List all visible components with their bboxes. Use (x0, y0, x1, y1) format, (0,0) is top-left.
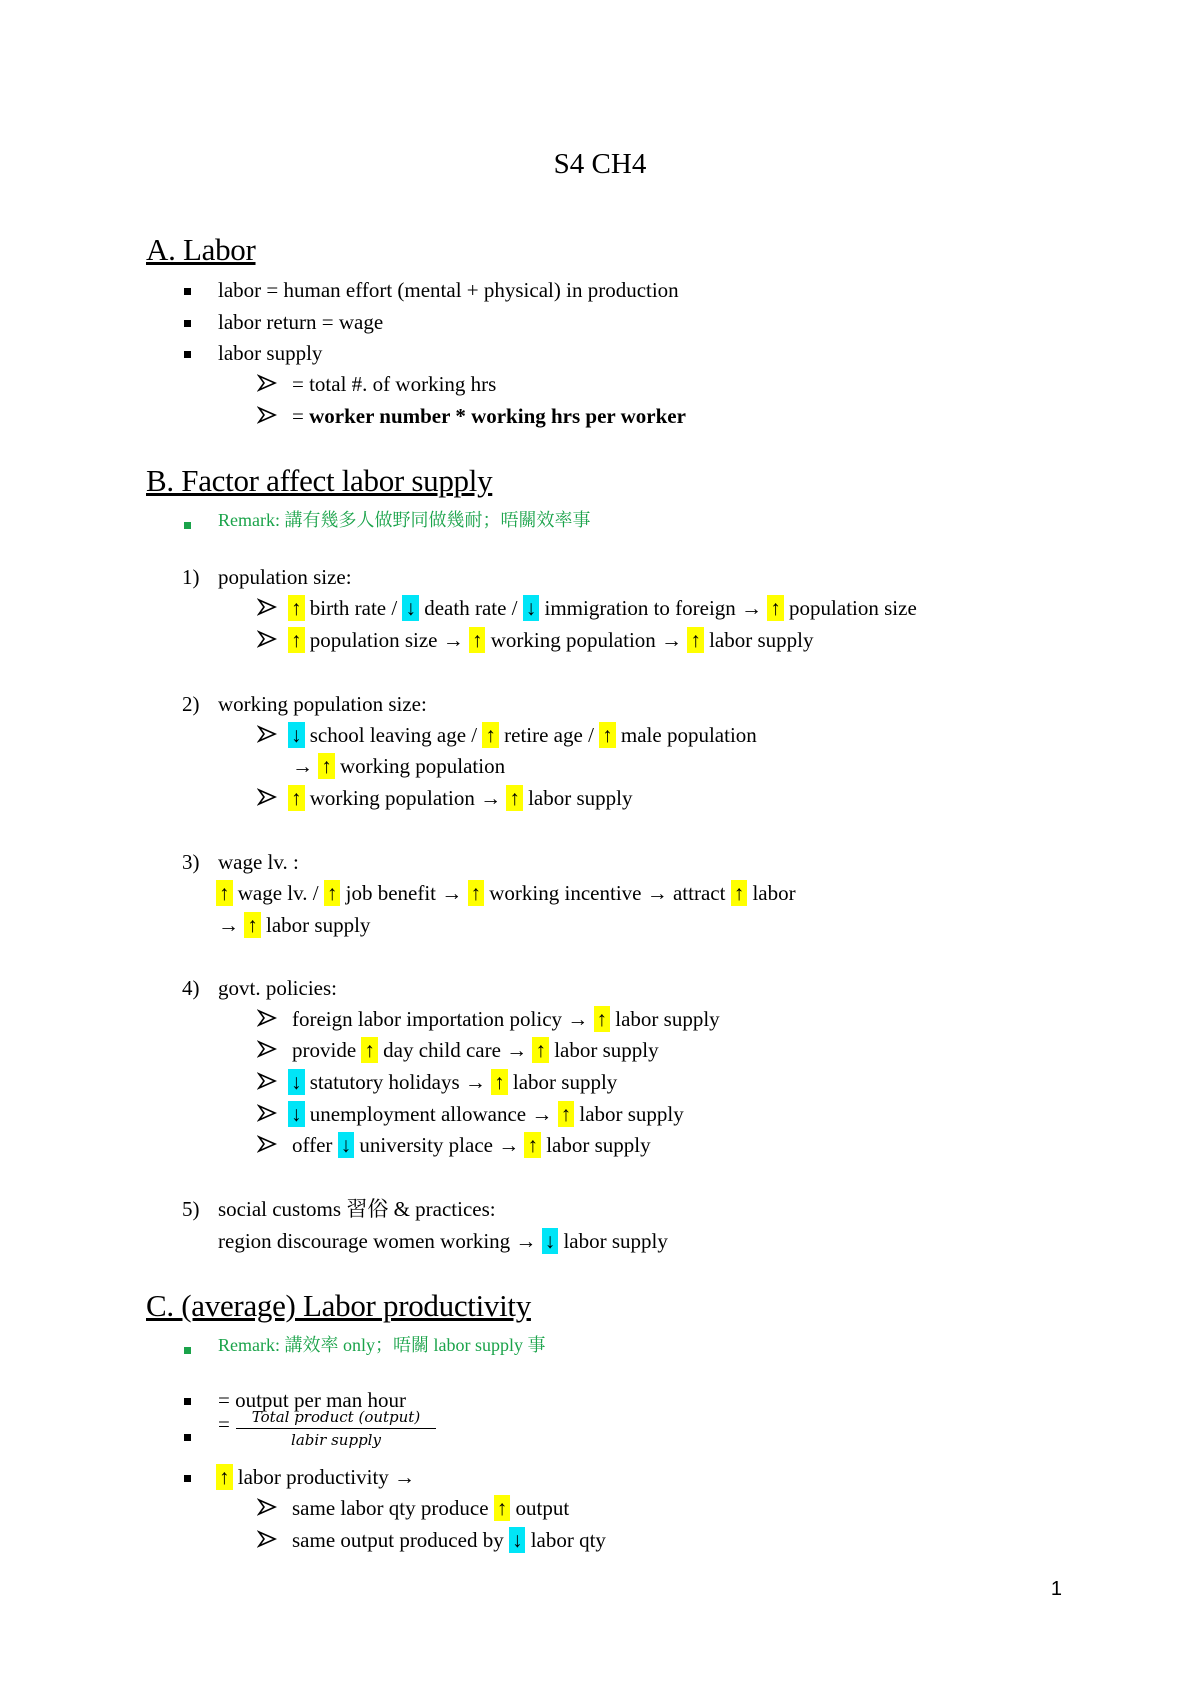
down-arrow-icon: ↓ (338, 1132, 355, 1158)
up-arrow-icon: ↑ (558, 1101, 575, 1127)
labor-supply-label: labor supply (218, 341, 323, 365)
productivity-fraction (236, 1408, 436, 1449)
productivity-definition: = output per man hour (218, 1388, 406, 1412)
arrowhead-bullet-icon (257, 1008, 277, 1028)
arrowhead-bullet-icon (257, 597, 277, 617)
document-title: S4 CH4 (553, 148, 647, 180)
down-arrow-icon: ↓ (523, 595, 540, 621)
down-arrow-icon: ↓ (542, 1228, 559, 1254)
bullet-square-icon (184, 1475, 191, 1482)
down-arrow-icon: ↓ (509, 1527, 526, 1553)
down-arrow-icon: ↓ (402, 595, 419, 621)
arrowhead-bullet-icon (257, 1071, 277, 1091)
population-line-1: ↑ birth rate / ↓ death rate / ↓ immigration to foreign → ↑ population size (288, 594, 917, 622)
working-pop-line-2: ↑ working population → ↑ labor supply (288, 784, 632, 812)
formula-bold-text: worker number * working hrs per worker (309, 404, 686, 428)
section-a-heading: A. Labor (146, 232, 256, 267)
down-arrow-icon: ↓ (288, 1101, 305, 1127)
labor-supply-formula-1: = total #. of working hrs (292, 372, 497, 396)
item-title: govt. policies: (218, 976, 337, 1000)
arrowhead-bullet-icon (257, 724, 277, 744)
up-arrow-icon: ↑ (324, 880, 341, 906)
up-arrow-icon: ↑ (216, 1464, 233, 1490)
labor-return: labor return = wage (218, 310, 384, 334)
up-arrow-icon: ↑ (599, 722, 616, 748)
working-pop-line-1b: → ↑ working population (292, 754, 506, 778)
up-arrow-icon: ↑ (288, 627, 305, 653)
policy-line-2: provide ↑ day child care → ↑ labor supply (292, 1038, 659, 1062)
arrowhead-bullet-icon (257, 787, 277, 807)
up-arrow-icon: ↑ (524, 1132, 541, 1158)
policy-line-4: ↓ unemployment allowance → ↑ labor supply (288, 1100, 684, 1128)
item-title: working population size: (218, 692, 427, 716)
up-arrow-icon: ↑ (687, 627, 704, 653)
up-arrow-icon: ↑ (506, 785, 523, 811)
item-number: 1) (182, 565, 200, 589)
remark-text: Remark: 講效率 only；唔關 labor supply 事 (218, 1335, 546, 1355)
productivity-line-1: same labor qty produce ↑ output (292, 1496, 570, 1520)
up-arrow-icon: ↑ (469, 627, 486, 653)
bullet-square-icon (184, 288, 191, 295)
productivity-line-2: same output produced by ↓ labor qty (292, 1528, 606, 1552)
section-b-heading: B. Factor affect labor supply (146, 463, 493, 498)
labor-supply-formula-2: = worker number * working hrs per worker (292, 404, 686, 428)
item-number: 4) (182, 976, 200, 1000)
fraction-numerator: Total product (output) (236, 1408, 436, 1429)
up-arrow-icon: ↑ (482, 722, 499, 748)
population-line-2: ↑ population size → ↑ working population → ↑ labor supply (288, 626, 813, 654)
policy-line-5: offer ↓ university place → ↑ labor supply (292, 1133, 651, 1157)
bullet-square-icon (184, 1398, 191, 1405)
bullet-square-icon (184, 1347, 191, 1354)
arrowhead-bullet-icon (257, 1134, 277, 1154)
item-number: 2) (182, 692, 200, 716)
up-arrow-icon: ↑ (288, 785, 305, 811)
arrowhead-bullet-icon (257, 373, 277, 393)
arrowhead-bullet-icon (257, 1103, 277, 1123)
equals-sign: = (218, 1412, 230, 1436)
up-arrow-icon: ↑ (318, 753, 335, 779)
up-arrow-icon: ↑ (468, 880, 485, 906)
arrowhead-bullet-icon (257, 1497, 277, 1517)
customs-line-1: region discourage women working → ↓ labor supply (218, 1229, 668, 1253)
productivity-effect: ↑ labor productivity → (216, 1463, 415, 1491)
bullet-square-icon (184, 320, 191, 327)
labor-definition: labor = human effort (mental + physical) in production (218, 278, 679, 302)
fraction-denominator: labir supply (291, 1431, 381, 1449)
arrowhead-bullet-icon (257, 629, 277, 649)
up-arrow-icon: ↑ (361, 1037, 378, 1063)
item-title: population size: (218, 565, 352, 589)
up-arrow-icon: ↑ (594, 1006, 611, 1032)
page-number: 1 (1050, 1578, 1062, 1600)
arrowhead-bullet-icon (257, 1529, 277, 1549)
wage-line-1: ↑ wage lv. / ↑ job benefit → ↑ working incentive → attract ↑ labor (216, 879, 796, 907)
arrowhead-bullet-icon (257, 405, 277, 425)
policy-line-3: ↓ statutory holidays → ↑ labor supply (288, 1068, 617, 1096)
section-c-heading: C. (average) Labor productivity (146, 1288, 531, 1323)
up-arrow-icon: ↑ (244, 912, 261, 938)
up-arrow-icon: ↑ (494, 1495, 511, 1521)
up-arrow-icon: ↑ (731, 880, 748, 906)
wage-line-2: → ↑ labor supply (218, 913, 371, 937)
up-arrow-icon: ↑ (216, 880, 233, 906)
item-number: 3) (182, 850, 200, 874)
remark-text: Remark: 講有幾多人做野同做幾耐；唔關效率事 (218, 510, 591, 530)
item-title: social customs 習俗 & practices: (218, 1197, 496, 1221)
arrowhead-bullet-icon (257, 1039, 277, 1059)
item-number: 5) (182, 1197, 200, 1221)
up-arrow-icon: ↑ (288, 595, 305, 621)
up-arrow-icon: ↑ (532, 1037, 549, 1063)
up-arrow-icon: ↑ (767, 595, 784, 621)
bullet-square-icon (184, 1434, 191, 1441)
bullet-square-icon (184, 351, 191, 358)
working-pop-line-1: ↓ school leaving age / ↑ retire age / ↑ male population (288, 721, 757, 749)
up-arrow-icon: ↑ (491, 1069, 508, 1095)
policy-line-1: foreign labor importation policy → ↑ labor supply (292, 1007, 720, 1031)
bullet-square-icon (184, 522, 191, 529)
item-title: wage lv. : (218, 850, 299, 874)
down-arrow-icon: ↓ (288, 1069, 305, 1095)
down-arrow-icon: ↓ (288, 722, 305, 748)
